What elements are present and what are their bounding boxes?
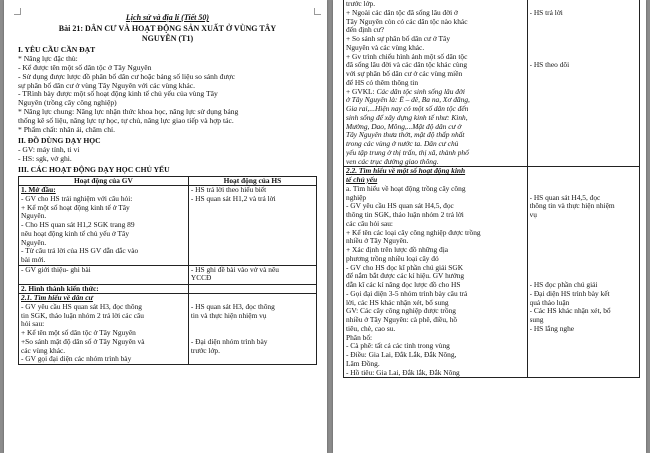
conclusion-line: Gia rai,...Hiện nay có một số dân tộc đến [346, 105, 469, 113]
cell-line: + Ngoài các dân tộc đã sống lâu đời ở [346, 8, 458, 17]
materials-line: - HS: sgk, vở ghi. [18, 154, 72, 163]
table-cell-teacher [344, 0, 528, 167]
cell-line: Phân bố: [346, 333, 373, 342]
table-cell-teacher [19, 265, 189, 284]
conclusion-line [346, 88, 525, 97]
cell-line: hỏi sau: [21, 320, 45, 329]
table-cell-student [188, 284, 316, 294]
cell-line: thông tin SGK, thảo luận nhóm 2 trả lời [346, 211, 464, 219]
cell-line: Lâm Đồng. [346, 359, 380, 368]
cell-line: trước lớp. [346, 0, 376, 8]
column-header-student: Hoạt động của HS [188, 176, 316, 186]
cell-line: + Xác định trên lược đồ những địa [346, 246, 449, 254]
table-cell-student [188, 294, 316, 365]
cell-line: - Đại diện HS trình bày kết [529, 289, 610, 298]
cell-line: - HS ghi đề bài vào vở và nêu [190, 265, 279, 274]
cell-line: nêu hoạt động kinh tế chủ yếu ở Tây [21, 229, 130, 238]
document-title: Lịch sử và địa lí (Tiết 50) [125, 13, 210, 22]
conclusion-line: yếu tập trung ở thị trấn, thị xã, thành phố [346, 148, 469, 157]
cell-line: + Gv trình chiếu hình ảnh một số dân tộc [346, 52, 468, 61]
cell-line: tiêu, chè, cao su. [346, 324, 396, 333]
cell-line: trước lớp. [190, 346, 220, 355]
cell-line: Nguyên và các vùng khác. [346, 43, 425, 52]
cell-line: với sự phân bố dân cư ở các vùng miền [346, 70, 463, 78]
cell-line: - HS lắng nghe [529, 324, 575, 333]
objective-line: - Sử dụng được lược đồ phân bố dân cư hoặc bảng số liệu so sánh được [18, 72, 235, 81]
cell-line: vụ [529, 211, 537, 219]
table-cell-student [188, 265, 316, 284]
cell-line: đã sống lâu đời và các dân tộc khác cùng [346, 61, 468, 70]
cell-line: quả thảo luận [529, 298, 570, 307]
cell-line: tin và thực hiện nhiệm vụ [190, 311, 267, 320]
objective-line: thống kê số liệu, năng lực tự học, tự chủ, năng lực giao tiếp và hợp tác. [18, 117, 234, 126]
lesson-title-line: Bài 21: DÂN CƯ VÀ HOẠT ĐỘNG SẢN XUẤT Ở VÙNG TÂY [58, 23, 277, 33]
subsection-heading: 2.2. Tìm hiểu về một số hoạt động kinh [346, 167, 466, 176]
cell-line: - GV giới thiệu- ghi bài [21, 265, 91, 274]
objective-line: - TRình bày được một số hoạt động kinh tế chủ yếu của vùng Tây [18, 90, 218, 99]
cell-line: - Cà phê: tất cả các tỉnh trong vùng [346, 342, 450, 351]
table-cell-student [527, 167, 639, 378]
table-cell-teacher [344, 167, 528, 378]
cell-line: - Đại diện nhóm trình bày [190, 337, 268, 346]
conclusion-line: Mường, Dao, Mông,...Mật độ dân cư ở [346, 122, 462, 131]
subsection-heading: 2.1. Tìm hiểu về dân cư [21, 293, 93, 303]
table-cell-student [527, 0, 639, 167]
objective-line: * Phẩm chất: nhân ái, chăm chỉ. [18, 126, 116, 135]
cell-line: - HS trả lời theo hiểu biết [190, 186, 267, 195]
cell-line: - GV gọi đại diện các nhóm trình bày [21, 355, 132, 364]
cell-line: - GV cho HS trải nghiệm với câu hỏi: [21, 195, 133, 203]
section-heading-materials: II. ĐỒ DÙNG DẠY HỌC [18, 135, 101, 145]
cell-line: Nguyên. [21, 238, 47, 247]
conclusion-label: + GVKL: [346, 87, 377, 96]
table-cell-teacher [19, 294, 189, 365]
section-heading-activities: III. CÁC HOẠT ĐỘNG DẠY HỌC CHỦ YẾU [18, 164, 170, 174]
conclusion-line: Tây Nguyên thưa thớt, mật độ thấp nhất [346, 131, 465, 140]
section-heading-objectives: I. YÊU CẦU CẦN ĐẠT [18, 44, 96, 54]
column-header-teacher: Hoạt động của GV [19, 176, 189, 186]
activities-table [18, 176, 317, 365]
objective-line: - Kể được tên một số dân tộc ở Tây Nguyên [18, 63, 152, 72]
objective-line: Nguyên (trồng cây công nghiệp) [18, 99, 117, 108]
cell-line: - Các HS khác nhận xét, bổ [529, 307, 611, 316]
cell-line: +So sánh mật độ dân số ở Tây Nguyên và [21, 337, 145, 346]
objective-line: * Năng lực chung: Năng lực nhận thức khoa học, năng lực sử dụng bảng [18, 108, 239, 117]
cell-line: - Gọi đại diện 3-5 nhóm trình bày câu trả [346, 289, 468, 298]
cell-line: Tây Nguyên còn có các dân tộc nào khác [346, 17, 468, 26]
cell-line: - HS đọc phần chú giải [529, 281, 598, 289]
subsection-heading: tế chủ yếu [346, 176, 378, 184]
cell-line: + So sánh sự phân bố dân cư ở Tây [346, 35, 451, 43]
cell-line: - Cho HS quan sát H1,2 SGK trang 89 [21, 221, 135, 230]
cell-line: GV: Các cây công nghiệp được trồng [346, 307, 456, 316]
conclusion-line: ở Tây Nguyên là: Ê – đê, Ba na, Xơ đăng, [346, 96, 470, 105]
cell-line: - HS quan sát H4,5, đọc [529, 193, 601, 202]
document-page-left [4, 0, 327, 453]
objective-line: sự phân bố dân cư ở vùng Tây Nguyên với các vùng khác. [18, 81, 196, 90]
table-cell-teacher [19, 186, 189, 265]
cell-line: các vùng khác. [21, 346, 66, 355]
materials-line: - GV: máy tính, ti vi [18, 145, 80, 154]
cell-line: + Kể một số hoạt động kinh tế ở Tây [21, 203, 130, 212]
cell-line: - HS quan sát H1,2 và trả lời [190, 195, 276, 203]
cell-line: - HS trả lời [529, 8, 563, 17]
conclusion-text: Các dân tộc sinh sống lâu đời [376, 87, 465, 96]
cell-line: thông tin và thực hiện nhiệm [529, 202, 615, 211]
activity-heading: 2. Hình thành kiến thức: [21, 283, 99, 293]
activities-table-continued [343, 0, 640, 378]
cell-line: - Hồ tiêu: Gia Lai, Đắk lắk, Đắk Nông [346, 368, 460, 377]
lesson-title-line: NGUYÊN (T1) [141, 34, 194, 44]
cell-line: các câu hỏi sau: [346, 219, 393, 228]
cell-line: tin SGK, thảo luận nhóm 2 trả lời các câu [21, 311, 144, 320]
cell-line: nghiệp [346, 193, 367, 202]
cell-line: để HS có thêm thông tin [346, 78, 419, 87]
conclusion-line: ven các trục đường giao thông. [346, 157, 439, 166]
cell-line: sung [529, 316, 544, 324]
document-page-right [333, 0, 646, 453]
objective-line: * Năng lực đặc thù: [18, 54, 78, 63]
cell-line: nhiều ở Tây Nguyên. [346, 237, 409, 246]
cell-line: phương trồng nhiều loại cây đó [346, 254, 439, 263]
cell-line: dẫn kĩ các kí năng đọc lược đồ cho HS [346, 281, 461, 289]
cell-line: lời, các HS khác nhận xét, bổ sung [346, 298, 449, 307]
cell-line: đến định cư? [346, 26, 385, 35]
cell-line: - GV cho HS đọc kĩ phần chú giải SGK [346, 263, 464, 272]
activity-heading: 1. Mở đầu: [21, 185, 56, 195]
cell-line: YCCĐ [190, 274, 212, 283]
cell-line: - GV yêu cầu HS quan sát H4,5, đọc [346, 202, 454, 211]
conclusion-line: trong các vùng ở nước ta. Dân cư chủ [346, 140, 459, 148]
table-cell-student [188, 186, 316, 265]
cell-line: Nguyên. [21, 212, 47, 221]
cell-line: - HS theo dõi [529, 61, 570, 70]
cell-line: bài mới. [21, 255, 46, 264]
cell-line: - Từ câu trả lời của HS GV dẫn dắc vào [21, 247, 139, 256]
cell-line: - GV yêu cầu HS quan sát H3, đọc thông [21, 303, 142, 312]
conclusion-line: sinh sống để xây dựng kinh tế như: Kinh, [346, 113, 468, 122]
cell-line: - HS quan sát H3, đọc thông [190, 303, 275, 312]
cell-line: a. Tìm hiểu về hoạt động trồng cây công [346, 184, 466, 193]
cell-line: + Kể tên các loại cây công nghiệp được trồng [346, 228, 481, 237]
cell-line: để nắm bắt được các kí hiệu. GV hướng [346, 272, 465, 281]
cell-line: nhiều ở Tây Nguyên: cà phê, điều, hồ [346, 316, 458, 324]
cell-line: - Điều: Gia Lai, Đắk Lắk, Đắk Nông, [346, 351, 457, 359]
cell-line: + Kể tên một số dân tộc ở Tây Nguyên [21, 329, 136, 338]
